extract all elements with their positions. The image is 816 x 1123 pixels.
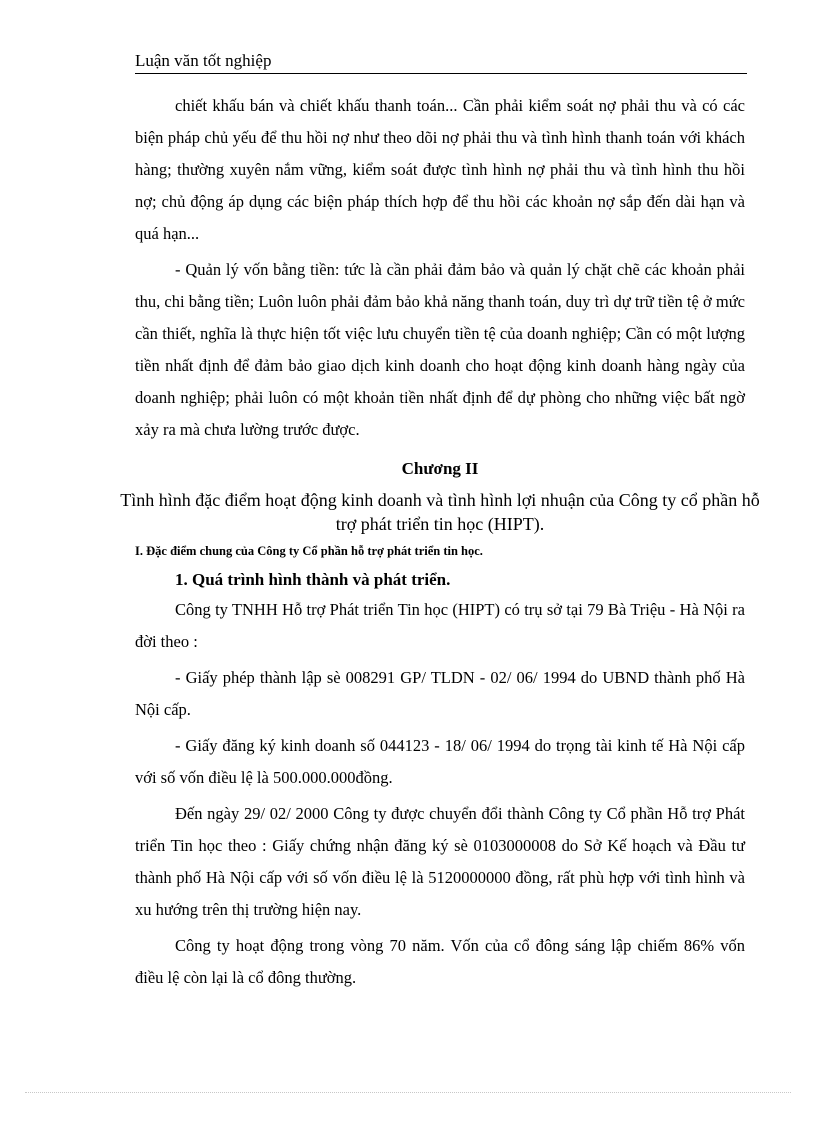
chapter-title: Chương II (401, 459, 479, 478)
paragraph-business-registration: - Giấy đăng ký kinh doanh số 044123 - 18/ 06/ 1994 do trọng tài kinh tế Hà Nội cấp với số vốn điều lệ là 500.000.000đồng. (135, 736, 745, 787)
section-heading: I. Đặc điểm chung của Công ty Cổ phần hỗ trợ phát triển tin học. (135, 544, 483, 558)
document-body (120, 90, 760, 994)
paragraph-company-intro: Công ty TNHH Hỗ trợ Phát triển Tin học (HIPT) có trụ sở tại 79 Bà Triệu - Hà Nội ra đời theo : (135, 600, 745, 651)
subsection-heading: 1. Quá trình hình thành và phát triển. (175, 570, 451, 589)
header-title: Luận văn tốt nghiệp (135, 51, 272, 70)
paragraph-operation: Công ty hoạt động trong vòng 70 năm. Vốn của cổ đông sáng lập chiếm 86% vốn điều lệ còn lại là cổ đông thường. (135, 936, 745, 987)
chapter-subtitle: Tình hình đặc điểm hoạt động kinh doanh và tình hình lợi nhuận của Công ty cổ phần hỗ trợ phát triển tin học (HIPT). (120, 490, 760, 534)
paragraph-conversion: Đến ngày 29/ 02/ 2000 Công ty được chuyển đổi thành Công ty Cổ phần Hỗ trợ Phát triển Tin học theo : Giấy chứng nhận đăng ký sè 0103000008 do Sở Kế hoạch và Đầu tư thành phố Hà Nội cấp với số vốn điều lệ là 5120000000 đồng, rất phù hợp với tình hình và xu hướng trên thị trường hiện nay. (135, 804, 745, 919)
paragraph-license: - Giấy phép thành lập sè 008291 GP/ TLDN - 02/ 06/ 1994 do UBND thành phố Hà Nội cấp. (135, 668, 745, 719)
paragraph-receivables: chiết khấu bán và chiết khấu thanh toán... Cần phải kiểm soát nợ phải thu và có các biện pháp chủ yếu để thu hồi nợ như theo dõi nợ phải thu và tình hình thanh toán với khách hàng; thường xuyên nắm vững, kiểm soát được tình hình nợ phải thu và tình hình thu hồi nợ; chủ động áp dụng các biện pháp thích hợp để thu hồi các khoản nợ sắp đến dài hạn và quá hạn... (135, 96, 745, 243)
paragraph-cash-management: - Quản lý vốn bằng tiền: tức là cần phải đảm bảo và quản lý chặt chẽ các khoản phải thu, chi bằng tiền; Luôn luôn phải đảm bảo khả năng thanh toán, duy trì dự trữ tiền tệ ở mức cần thiết, nghĩa là thực hiện tốt việc lưu chuyển tiền tệ của doanh nghiệp; Cần có một lượng tiền nhất định để đảm bảo giao dịch kinh doanh cho hoạt động kinh doanh hàng ngày của doanh nghiệp; phải luôn có một khoản tiền nhất định để dự phòng cho những việc bất ngờ xảy ra mà chưa lường trước được. (135, 260, 745, 439)
page-bottom-divider (25, 1092, 791, 1093)
page-header (135, 50, 747, 74)
